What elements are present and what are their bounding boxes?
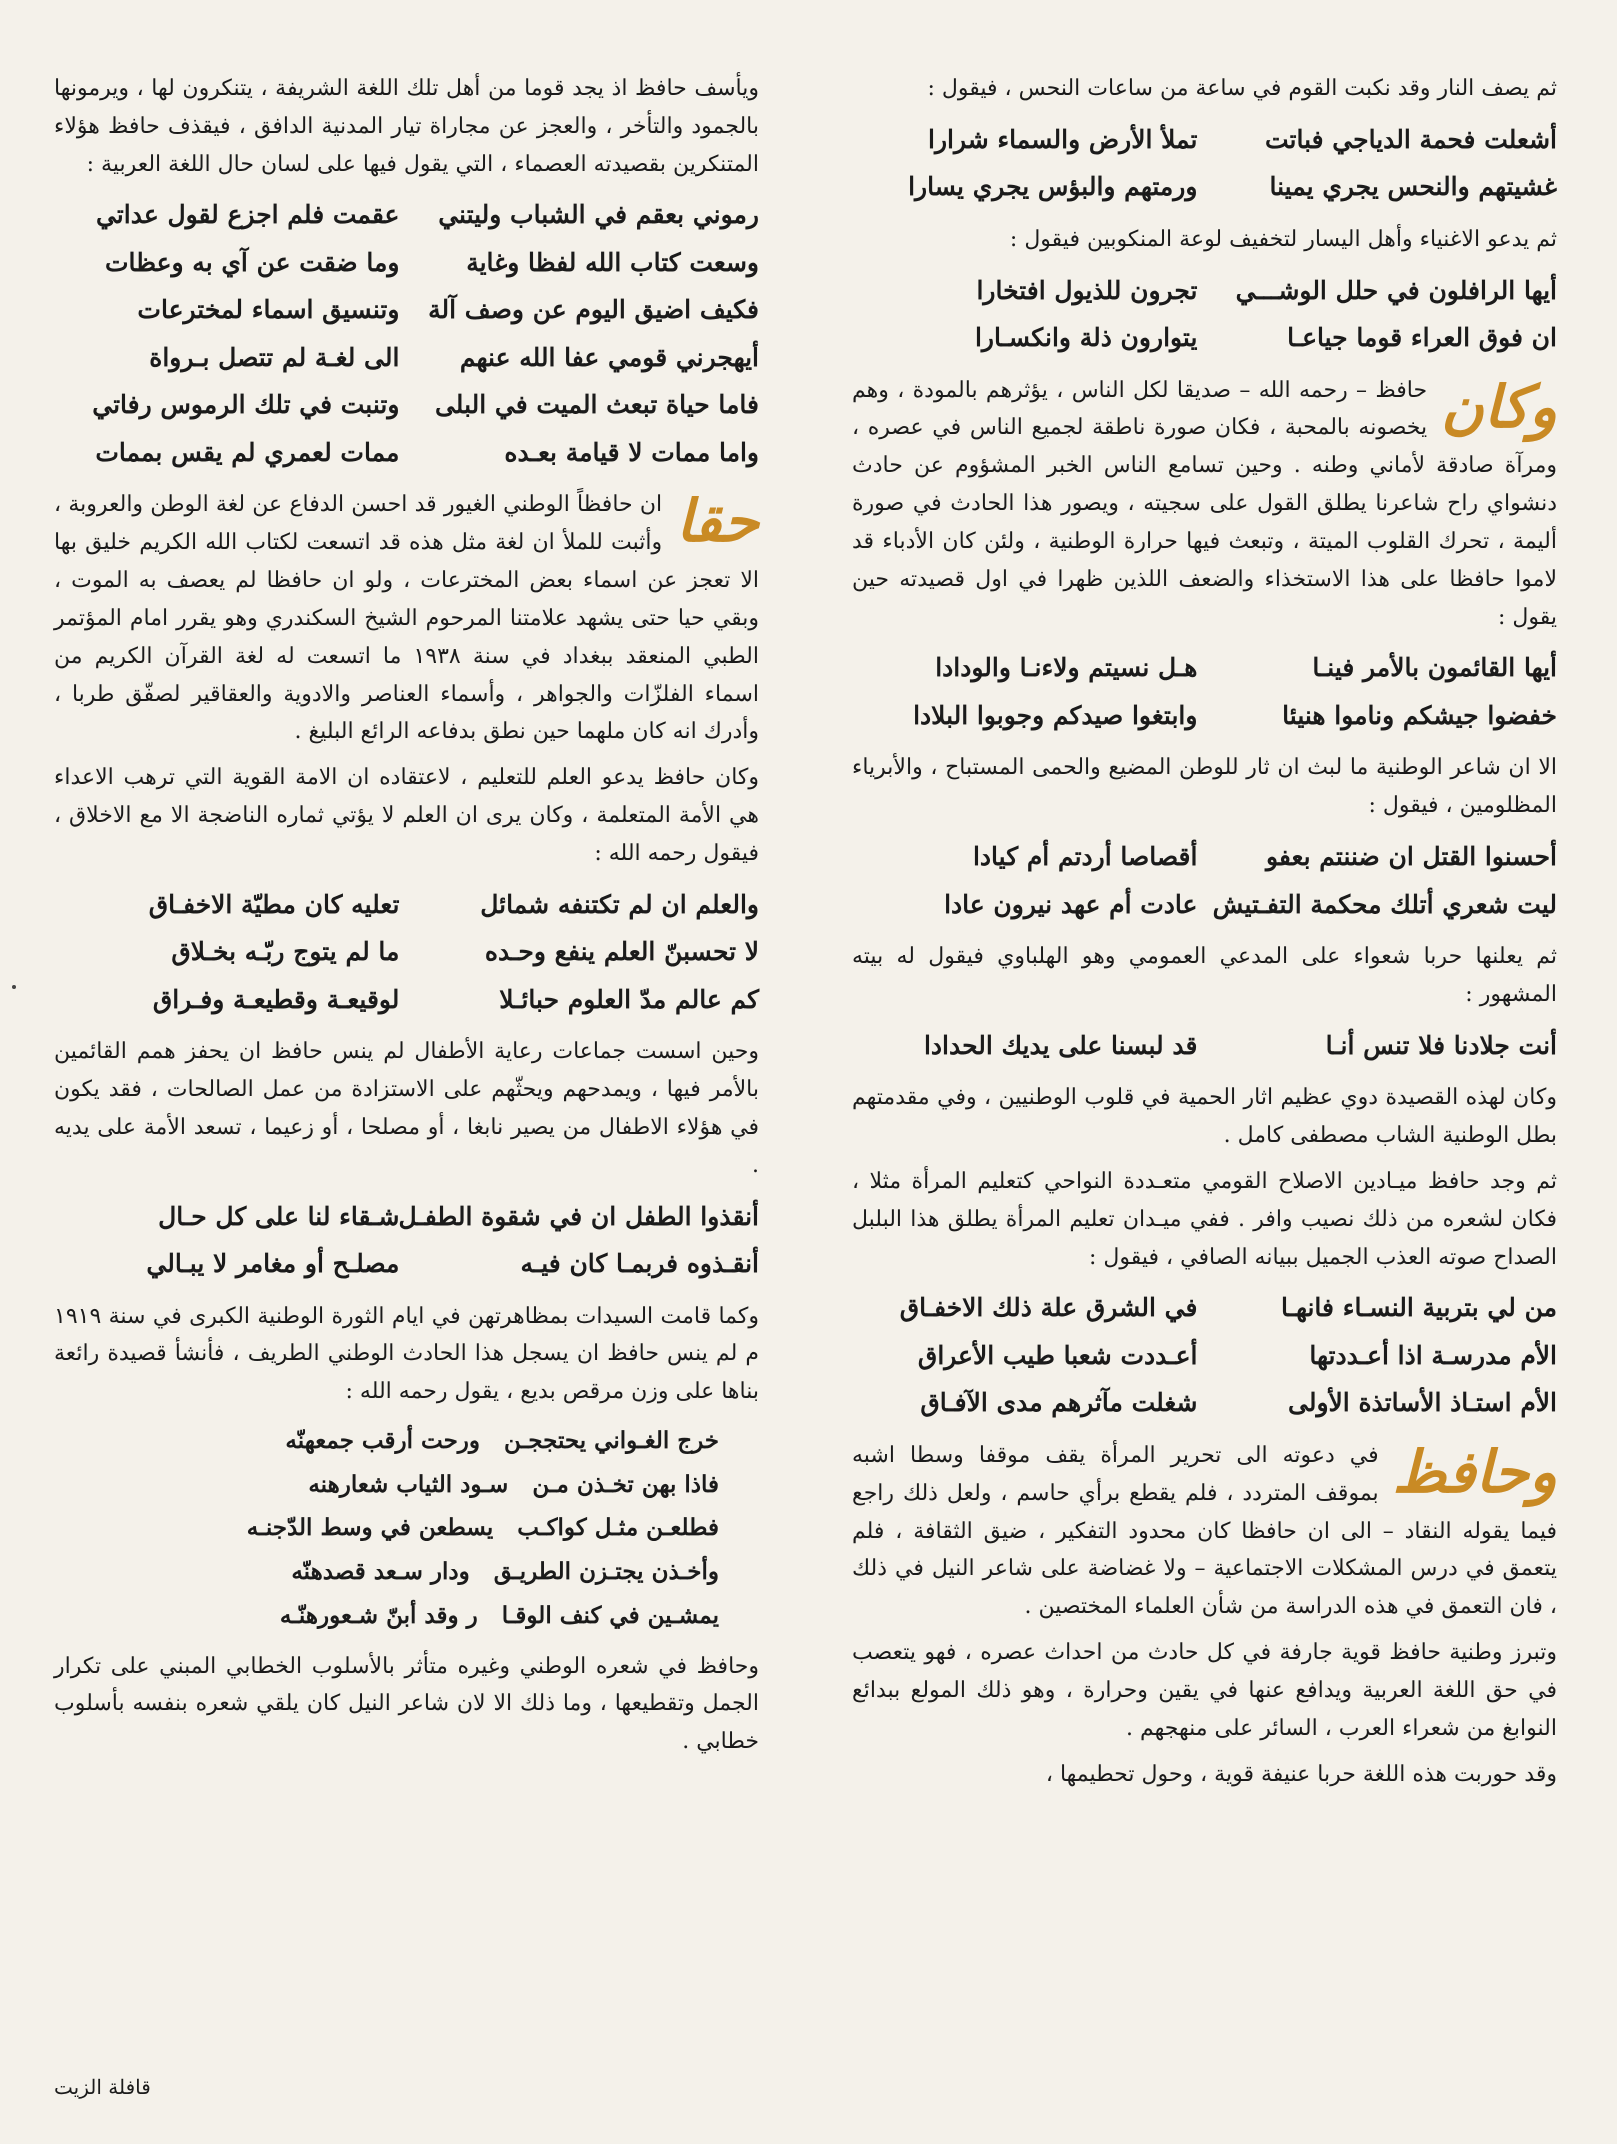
verse-second-hemistich: شـقاء لنا على كل حـال: [158, 1201, 400, 1231]
verse-line: [54, 1550, 759, 1594]
verse-second-hemistich: ر وقد أبنّ شـعورهنّـه: [279, 1601, 478, 1629]
verse-second-hemistich: أعـددت شعبا طيب الأعراق: [917, 1340, 1198, 1370]
verse-line: [852, 1379, 1557, 1427]
verse-first-hemistich: أنت جلادنا فلا تنس أنـا: [1325, 1030, 1557, 1060]
paragraph: وحافظ في شعره الوطني وغيره متأثر بالأسلوب الخطابي المبني على تكرار الجمل وتقطيعها ، وما ذلك الا لان شاعر النيل كان يلقي شعره بنفسه بأسلوب خطابي .: [54, 1653, 759, 1755]
verse-line: [54, 239, 759, 287]
poem-block: [852, 833, 1557, 928]
drop-cap-word: وكان: [1441, 372, 1557, 441]
verse-line: [852, 644, 1557, 692]
verse-first-hemistich: فكيف اضيق اليوم عن وصف آلة: [428, 295, 759, 325]
verse-first-hemistich: ان فوق العراء قوما جياعـا: [1287, 323, 1557, 353]
verse-first-hemistich: واما ممات لا قيامة بعـده: [504, 437, 759, 467]
verse-line: [54, 1240, 759, 1288]
verse-second-hemistich: وتنبت في تلك الرموس رفاتي: [92, 390, 400, 420]
verse-first-hemistich: من لي بتربية النسـاء فانهـا: [1281, 1293, 1557, 1323]
verse-second-hemistich: ورحت أرقب جمعهنّه: [285, 1427, 481, 1455]
song-block: [54, 1419, 759, 1637]
verse-first-hemistich: أيها الرافلون في حلل الوشـــي: [1235, 275, 1557, 305]
verse-first-hemistich: رموني بعقم في الشباب وليتني: [438, 200, 759, 230]
verse-first-hemistich: خرج الغـواني يحتججـن: [504, 1427, 719, 1455]
paragraph: ويأسف حافظ اذ يجد قوما من أهل تلك اللغة الشريفة ، يتنكرون لها ، ويرمونها بالجمود والتأخر ، والعجز عن مجاراة تيار المدنية الدافق ، فيقذف حافظ هؤلاء المتنكرين بقصيدته العصماء ، التي يقول فيها على لسان حال اللغة العربية :: [54, 76, 759, 177]
paragraph-with-dropcap: [54, 486, 759, 751]
paragraph-with-dropcap: [852, 1437, 1557, 1626]
verse-first-hemistich: كم عالم مدّ العلوم حبائـلا: [499, 984, 759, 1014]
verse-line: [54, 1463, 759, 1507]
verse-line: [54, 286, 759, 334]
verse-second-hemistich: تجرون للذيول افتخارا: [976, 275, 1198, 305]
verse-line: [852, 314, 1557, 362]
margin-mark: [12, 985, 16, 989]
verse-line: [852, 116, 1557, 164]
verse-second-hemistich: في الشرق علة ذلك الاخفـاق: [899, 1293, 1198, 1323]
verse-first-hemistich: وأخـذن يجتـزن الطريـق: [493, 1558, 719, 1586]
paragraph-with-dropcap: [852, 372, 1557, 637]
verse-second-hemistich: ودار سـعد قصدهنّه: [291, 1558, 470, 1586]
verse-line: [54, 334, 759, 382]
verse-first-hemistich: يمشـين في كنف الوقـا: [501, 1601, 719, 1629]
verse-first-hemistich: فاذا بهن تخـذن مـن: [532, 1470, 719, 1498]
verse-second-hemistich: أقصاصا أردتم أم كيادا: [972, 842, 1198, 872]
poem-block: [852, 1284, 1557, 1427]
verse-line: [852, 833, 1557, 881]
verse-second-hemistich: عقمت فلم اجزع لقول عداتي: [95, 200, 400, 230]
verse-first-hemistich: أيهجرني قومي عفا الله عنهم: [459, 342, 759, 372]
paragraph: ثم يدعو الاغنياء وأهل اليسار لتخفيف لوعة المنكوبين فيقول :: [1009, 226, 1557, 252]
poem-block: [54, 881, 759, 1024]
verse-line: [852, 163, 1557, 211]
verse-second-hemistich: ممات لعمري لم يقس بممات: [95, 437, 400, 467]
paragraph: وتبرز وطنية حافظ قوية جارفة في كل حادث من احداث عصره ، فهو يتعصب في حق اللغة العربية ويدافع عنها في يقين وحرارة ، وهو ذلك المولع ببدائع النوابغ من شعراء العرب ، السائر على منهجهم .: [852, 1640, 1557, 1741]
drop-cap-word: حقا: [676, 487, 759, 556]
verse-first-hemistich: خفضوا جيشكم وناموا هنيئا: [1282, 700, 1557, 730]
verse-first-hemistich: غشيتهم والنحس يجري يمينا: [1269, 172, 1557, 202]
poem-block: [852, 644, 1557, 739]
footer-magazine-name: قافلة الزيت: [54, 2075, 151, 2099]
verse-second-hemistich: عادت أم عهد نيرون عادا: [944, 889, 1198, 919]
paragraph: الا ان شاعر الوطنية ما لبث ان ثار للوطن المضيع والحمى المستباح ، والأبرياء المظلومين ، فيقول :: [852, 755, 1557, 819]
verse-line: [54, 1594, 759, 1638]
right-column: [852, 70, 1557, 1801]
verse-line: [54, 429, 759, 477]
verse-second-hemistich: الى لغـة لم تتصل بـرواة: [149, 342, 400, 372]
paragraph: ثم يعلنها حربا شعواء على المدعي العمومي وهو الهلباوي فيقول له بيته المشهور :: [852, 944, 1557, 1007]
verse-first-hemistich: أشعلت فحمة الدياجي فباتت: [1264, 124, 1557, 154]
verse-first-hemistich: فاما حياة تبعث الميت في البلى: [434, 390, 759, 420]
verse-line: [852, 267, 1557, 315]
paragraph: وكما قامت السيدات بمظاهرتهن في ايام الثورة الوطنية الكبرى في سنة ١٩١٩ م لم ينس حافظ ان يسجل هذا الحادث الوطني الطريف ، فأنشأ قصيدة رائعة بناها على وزن مرقص بديع ، يقول رحمه الله :: [54, 1303, 759, 1405]
paragraph-text: ان حافظاً الوطني الغيور قد احسن الدفاع عن لغة الوطن والعروبة ، وأثبت للملأ ان لغة مثل هذه قد اتسعت لكتاب الله الكريم خليق بها الا تعجز عن اسماء بعض المخترعات ، ولو ان حافظا لم يعصف به الموت ، وبقي حيا حتى يشهد علامتنا المرحوم الشيخ السكندري وهو يقرر امام المؤتمر الطبي المنعقد ببغداد في سنة ١٩٣٨ ما اتسعت له لغة القرآن الكريم من اسماء الفلزّات والجواهر ، وأسماء العناصر والادوية والعقاقير لصفّق طربا ، وأدرك انه كان ملهما حين نطق بدفاعه الرائع البليغ .: [54, 492, 759, 745]
verse-first-hemistich: لا تحسبنّ العلم ينفع وحـده: [484, 937, 759, 967]
verse-first-hemistich: أنقـذوه فربمـا كان فيـه: [520, 1249, 759, 1279]
poem-block: [852, 267, 1557, 362]
verse-line: [54, 381, 759, 429]
verse-first-hemistich: أيها القائمون بالأمر فينـا: [1312, 653, 1557, 683]
verse-second-hemistich: مصلـح أو مغامر لا يبـالي: [146, 1249, 400, 1279]
left-column: [54, 70, 759, 1769]
verse-line: [54, 191, 759, 239]
verse-first-hemistich: فطلعـن مثـل كواكـب: [517, 1514, 719, 1542]
drop-cap-word: وحافظ: [1392, 1437, 1557, 1506]
verse-second-hemistich: وما ضقت عن آي به وعظات: [104, 247, 400, 277]
paragraph: وكان لهذه القصيدة دوي عظيم اثار الحمية في قلوب الوطنيين ، وفي مقدمتهم بطل الوطنية الشاب مصطفى كامل .: [852, 1085, 1557, 1149]
verse-line: [54, 1419, 759, 1463]
verse-line: [852, 1022, 1557, 1070]
verse-second-hemistich: وتنسيق اسماء لمخترعات: [137, 295, 400, 325]
poem-block: [54, 191, 759, 476]
verse-line: [54, 976, 759, 1024]
paragraph: وقد حوربت هذه اللغة حربا عنيفة قوية ، وحول تحطيمها ،: [1045, 1761, 1557, 1787]
verse-first-hemistich: وسعت كتاب الله لفظا وغاية: [466, 247, 759, 277]
verse-line: [852, 692, 1557, 740]
poem-block: [852, 116, 1557, 211]
verse-second-hemistich: شغلت مآثرهم مدى الآفـاق: [920, 1388, 1198, 1418]
verse-first-hemistich: أحسنوا القتل ان ضننتم بعفو: [1266, 842, 1557, 872]
paragraph: وحين اسست جماعات رعاية الأطفال لم ينس حافظ ان يحفز همم القائمين بالأمر فيها ، ويمدحهم ويحثّهم على الاستزادة من عمل الصالحات ، فقد يكون في هؤلاء الاطفال من يصير نابغا ، أو مصلحا ، أو زعيما ، تسعد الأمة على يديه .: [54, 1039, 759, 1178]
verse-first-hemistich: الأم استـاذ الأساتذة الأولى: [1288, 1388, 1557, 1418]
verse-line: [54, 1193, 759, 1241]
verse-second-hemistich: قد لبسنا على يديك الحدادا: [923, 1030, 1198, 1060]
verse-line: [852, 1332, 1557, 1380]
paragraph: ثم وجد حافظ ميـادين الاصلاح القومي متعـددة النواحي كتعليم المرأة مثلا ، فكان لشعره من ذلك نصيب وافر . ففي ميـدان تعليم المرأة يطلق هذا البلبل الصداح صوته العذب الجميل ببيانه الصافي ، فيقول :: [852, 1168, 1557, 1270]
verse-line: [54, 928, 759, 976]
verse-second-hemistich: يسطعن في وسط الدّجنـه: [246, 1514, 494, 1542]
verse-second-hemistich: تملأ الأرض والسماء شرارا: [928, 124, 1198, 154]
verse-second-hemistich: وابتغوا صيدكم وجوبوا البلادا: [913, 700, 1198, 730]
verse-second-hemistich: ما لم يتوج ربّـه بخـلاق: [171, 937, 400, 967]
verse-line: [852, 881, 1557, 929]
verse-second-hemistich: ورمتهم والبؤس يجري يسارا: [908, 172, 1198, 202]
verse-second-hemistich: لوقيعـة وقطيعـة وفـراق: [152, 984, 400, 1014]
verse-first-hemistich: ليت شعري أتلك محكمة التفـتيش: [1212, 889, 1557, 919]
verse-second-hemistich: هـل نسيتم ولاءنـا والودادا: [935, 653, 1198, 683]
paragraph-text: حافظ – رحمه الله – صديقا لكل الناس ، يؤثرهم بالمودة ، وهم يخصونه بالمحبة ، فكان صورة ناطقة لجميع الناس في عصره ، ومرآة صادقة لأماني وطنه . وحين تسامع الناس الخبر المشؤوم عن حادث دنشواي راح شاعرنا يطلق القول على سجيته ، ويصور هذا الحادث في صورة أليمة ، تحرك القلوب الميتة ، وتبعث فيها حرارة الوطنية ، ولئن كان الأدباء قد لاموا حافظا على هذا الاستخذاء والضعف اللذين ظهرا في اول قصيدته حين يقول :: [852, 377, 1557, 630]
verse-second-hemistich: سـود الثياب شعارهنه: [308, 1470, 509, 1498]
paragraph: وكان حافظ يدعو العلم للتعليم ، لاعتقاده ان الامة القوية التي ترهب الاعداء هي الأمة المتعلمة ، وكان يرى ان العلم لا يؤتي ثماره الناضجة الا مع الاخلاق ، فيقول رحمه الله :: [54, 765, 759, 866]
paragraph-text: في دعوته الى تحرير المرأة يقف موقفا وسطا اشبه بموقف المتردد ، فلم يقطع برأي حاسم ، ولعل ذلك راجع فيما يقوله النقاد – الى ان حافظا كان محدود التفكير ، ضيق الثقافة ، فلم يتعمق في درس المشكلات الاجتماعية – ولا غضاضة على شاعر النيل في ذلك ، فان التعمق في هذه الدراسة من شأن العلماء المختصين .: [852, 1442, 1557, 1620]
verse-first-hemistich: أنقذوا الطفل ان في شقوة الطفـل: [398, 1201, 759, 1231]
verse-second-hemistich: تعليه كان مطيّة الاخفـاق: [148, 889, 400, 919]
verse-second-hemistich: يتوارون ذلة وانكسـارا: [974, 323, 1198, 353]
poem-block: [852, 1022, 1557, 1070]
verse-line: [852, 1284, 1557, 1332]
verse-first-hemistich: والعلم ان لم تكتنفه شمائل: [480, 889, 759, 919]
verse-line: [54, 1506, 759, 1550]
verse-first-hemistich: الأم مدرسـة اذا أعـددتها: [1309, 1340, 1557, 1370]
poem-block: [54, 1193, 759, 1288]
verse-line: [54, 881, 759, 929]
paragraph: ثم يصف النار وقد نكبت القوم في ساعة من ساعات النحس ، فيقول :: [927, 76, 1557, 101]
